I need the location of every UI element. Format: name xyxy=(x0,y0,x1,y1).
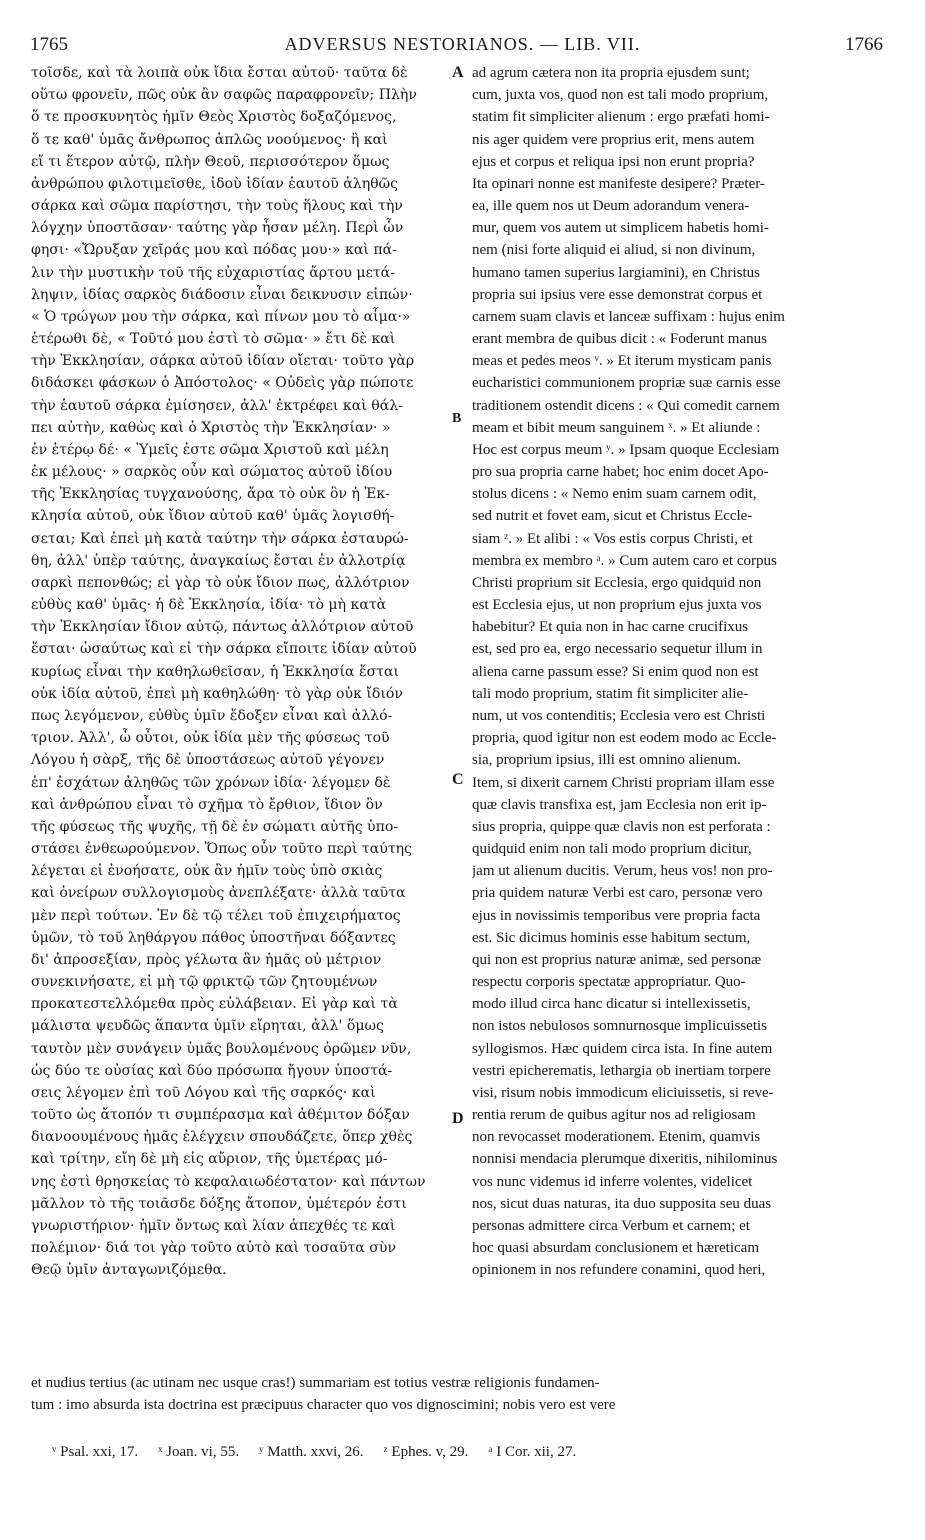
section-marker-b: B xyxy=(452,411,462,426)
greek-column xyxy=(31,62,461,1281)
latin-text-line: modo illud circa hanc dicatur si intellexissetis, xyxy=(472,996,751,1013)
greek-text-line: διδάσκει φάσκων ὁ Ἀπόστολος· « Οὐδεὶς γὰρ πώποτε xyxy=(31,375,414,392)
latin-text-line: siam ᶻ. » Et alibi : « Vos estis corpus Christi, et xyxy=(472,530,753,547)
latin-text-line: membra ex membro ᵃ. » Cum autem caro et corpus xyxy=(472,552,777,569)
greek-text-line: τοῦτο ὡς ἄτοπόν τι συμπέρασμα καὶ ἀθέμιτον δόξαν xyxy=(31,1107,410,1124)
latin-text-line: stolus dicens : « Nemo enim suam carnem odit, xyxy=(472,486,757,503)
latin-text-line: statim fit simpliciter alienum : ergo præfati homi- xyxy=(472,109,770,126)
greek-text-line: ἀνθρώπου φιλοτιμεῖσθε, ἰδοὺ ἰδίαν ἑαυτοῦ ἀληθῶς xyxy=(31,175,399,192)
latin-text-line: nis ager quidem vere proprius erit, mens autem xyxy=(472,131,755,148)
latin-text-line: est, sed pro ea, ergo necessario sequetur illum in xyxy=(472,641,763,658)
greek-text-line: μᾶλλον τὸ τῆς τοιᾶσδε δόξης ἄτοπον, ὑμέτερόν ἐστι xyxy=(31,1195,407,1212)
latin-text-line: meam et bibit meum sanguinem ˣ. » Et aliunde : xyxy=(472,419,761,436)
greek-text-line: στάσει ἐνθεωρούμενον. Ὅπως οὖν τοῦτο περὶ ταύτης xyxy=(31,841,412,858)
greek-text-line: σάρκα καὶ σῶμα παρίστησι, τὴν τοὺς ἥλους καὶ τὴν xyxy=(31,198,403,215)
greek-text-line: σαρκὶ πεπονθώς; εἰ γὰρ τὸ οὐκ ἴδιον πως, ἀλλότριον xyxy=(31,574,410,591)
section-marker-a: A xyxy=(452,64,464,81)
greek-text-line: ταυτὸν μὲν συνάγειν ὑμᾶς βουλομένους ὁρῶμεν νῦν, xyxy=(31,1040,412,1057)
latin-text-line: qui non est proprius naturæ animæ, sed personæ xyxy=(472,951,762,968)
latin-text-line: carnem suam clavis et lanceæ suffixam : hujus enim xyxy=(472,308,785,325)
greek-text-line: νης ἐστὶ θρησκείας τὸ κεφαλαιωδέστατον· καὶ πάντων xyxy=(31,1173,426,1190)
latin-text-line: vestri epicherematis, lethargia ob inertiam torpere xyxy=(472,1062,771,1079)
latin-text-line: pro sua propria carne habet; hoc enim docet Apo- xyxy=(472,464,769,481)
latin-text-line: traditionem ostendit dicens : « Qui comedit carnem xyxy=(472,397,780,414)
latin-text-line: jam ut alienum ducitis. Verum, heus vos! non pro- xyxy=(472,863,773,880)
latin-text-line: hoc quasi absurdam conclusionem et hæreticam xyxy=(472,1240,759,1257)
greek-text-line: εὐθὺς καθ' ὑμᾶς· ἡ δὲ Ἐκκλησία, ἰδία· τὸ μὴ κατὰ xyxy=(31,597,387,614)
greek-text-line: τῆς φύσεως τῆς ψυχῆς, τῇ δὲ ἐν σώματι αὐτῆς ὑπο- xyxy=(31,818,399,835)
latin-text-line: num, ut vos contenditis; Ecclesia vero est Christi xyxy=(472,707,766,724)
greek-text-line: τῆς Ἐκκλησίας τυγχανούσης, ἄρα τὸ οὐκ ὂν ἡ Ἐκ- xyxy=(31,486,391,503)
greek-text-line: ἐπ' ἐσχάτων ἀληθῶς τῶν χρόνων ἰδία· λέγομεν δὲ xyxy=(31,774,391,791)
greek-text-line: λόγχην ὑποστᾶσαν· ταύτης γὰρ ἦσαν μέλη. Περὶ ὧν xyxy=(31,220,404,237)
latin-text-line: rentia rerum de quibus agitur nos ad religiosam xyxy=(472,1107,756,1124)
latin-text-line: vos nunc videmus id inferre volentes, videlicet xyxy=(472,1173,753,1190)
latin-text-line: tali modo proprium, statim fit simpliciter alie- xyxy=(472,685,749,702)
greek-text-line: πως λεγόμενον, εὐθὺς ὑμῖν ἔδοξεν εἶναι καὶ ἀλλό- xyxy=(31,707,393,724)
page-header xyxy=(0,34,925,58)
greek-text-line: οὕτω φρονεῖν, πῶς οὐκ ἂν σαφῶς παραφρονεῖν; Πλὴν xyxy=(31,87,417,104)
greek-text-line: κυρίως εἶναι τὴν καθηλωθεῖσαν, ἡ Ἐκκλησία ἔσται xyxy=(31,663,400,680)
greek-text-line: εἴ τι ἕτερον αὐτῷ, πλὴν Θεοῦ, περισσότερον ὅμως xyxy=(31,153,390,170)
greek-text-line: προκατεστελλόμεθα πρὸς εὐλάβειαν. Εἰ γὰρ καὶ τὰ xyxy=(31,996,398,1013)
greek-text-line: « Ὁ τρώγων μου τὴν σάρκα, καὶ πίνων μου τὸ αἷμα·» xyxy=(31,308,411,325)
footnote: ˣ Joan. vi, 55. xyxy=(158,1444,240,1460)
latin-text-line: nem (nisi forte aliquid ei aliud, si non divinum, xyxy=(472,242,756,259)
footnotes xyxy=(52,1444,872,1466)
page-number-left: 1765 xyxy=(30,34,68,55)
latin-text-line: quæ clavis transfixa est, jam Ecclesia non erit ip- xyxy=(472,796,767,813)
latin-text-line: opinionem in nos refundere conamini, quod heri, xyxy=(472,1262,766,1279)
greek-text-line: δι' ἀπροσεξίαν, πρὸς γέλωτα ἂν ἡμᾶς οὐ μέτριον xyxy=(31,951,382,968)
latin-text-line: nonnisi mendacia plerumque dixeritis, nihilominus xyxy=(472,1151,778,1168)
latin-text-line: propria sui ipsius vere esse demonstrat corpus et xyxy=(472,286,763,303)
greek-text-line: τὴν Ἐκκλησίαν ἴδιον αὐτῷ, πάντως ἀλλότριον αὐτοῦ xyxy=(31,619,414,636)
greek-text-line: συνεκινήσατε, εἰ μὴ τῷ φρικτῷ τῶν ζητουμένων xyxy=(31,974,378,991)
greek-text-line: τὴν ἑαυτοῦ σάρκα ἐμίσησεν, ἀλλ' ἐκτρέφει καὶ θάλ- xyxy=(31,397,403,414)
page-number-right: 1766 xyxy=(845,34,883,55)
footnote: ᵃ I Cor. xii, 27. xyxy=(488,1444,577,1460)
text-line: tum : imo absurda ista doctrina est præcipuus character quo vos dignoscimini; nobis vero est vere xyxy=(31,1397,616,1414)
greek-text-line: πολέμιον· διά τοι γὰρ τοῦτο αὐτὸ καὶ τοσαῦτα σὺν xyxy=(31,1240,397,1257)
latin-text-line: mur, quem vos autem ut simplicem habetis homi- xyxy=(472,220,769,237)
latin-text-line: humano tamen superius largiamini), en Christus xyxy=(472,264,761,281)
section-marker-c: C xyxy=(452,771,464,788)
greek-text-line: σεται; Καὶ ἐπεὶ μὴ κατὰ ταύτην τὴν σάρκα ἐσταυρώ- xyxy=(31,530,409,547)
greek-text-line: ὅ τε προσκυνητὸς ἡμῖν Θεὸς Χριστὸς δοξαζόμενος, xyxy=(31,109,397,126)
greek-text-line: διανοουμένους ἡμᾶς ἐλέγχειν σπουδάζετε, ὅπερ χθὲς xyxy=(31,1129,413,1146)
footnote: ᶻ Ephes. v, 29. xyxy=(383,1444,469,1460)
latin-text-line: propria, quod igitur non est eodem modo ac Eccle- xyxy=(472,730,777,747)
latin-text-line: erant membra de quibus dicit : « Foderunt manus xyxy=(472,331,767,348)
greek-text-line: Λόγου ἡ σὰρξ, τῆς δὲ ὑποστάσεως αὐτοῦ γέγονεν xyxy=(31,752,385,769)
latin-text-line: aliena carne passum esse? Si enim quod non est xyxy=(472,663,759,680)
latin-text-line: Christi proprium sit Ecclesia, ergo quidquid non xyxy=(472,574,762,591)
latin-text-line: eucharistici communionem propriæ suæ carnis esse xyxy=(472,375,781,392)
greek-text-line: καὶ ἀνθρώπου εἶναι τὸ σχῆμα τὸ ἔρθιον, ἴδιον ὂν xyxy=(31,796,383,813)
section-marker-d: D xyxy=(452,1110,464,1127)
greek-text-line: ὅ τε καθ' ὑμᾶς ἄνθρωπος ἁπλῶς νοούμενος· ἢ καὶ xyxy=(31,131,388,148)
greek-text-line: ὑμῶν, τὸ τοῦ ληθάργου πάθος ὑποστῆναι δόξαντες xyxy=(31,929,396,946)
greek-text-line: ὡς δύο τε οὐσίας καὶ δύο πρόσωπα ἤγουν ὑποστά- xyxy=(31,1062,393,1079)
greek-text-line: μὲν περὶ τούτων. Ἐν δὲ τῷ τέλει τοῦ ἐπιχειρήματος xyxy=(31,907,401,924)
latin-text-line: Ita opinari nonne est manifeste desipere? Præter- xyxy=(472,175,765,192)
latin-text-line: sed nutrit et fovet eam, sicut et Christus Eccle- xyxy=(472,508,753,525)
latin-text-line: visi, risum nobis immodicum eliciuissetis, si reve- xyxy=(472,1084,774,1101)
latin-text-line: pria quidem naturæ Verbi est caro, personæ vero xyxy=(472,885,763,902)
greek-text-line: ἑτέρωθι δὲ, « Τοῦτό μου ἐστὶ τὸ σῶμα· » ἔτι δὲ καὶ xyxy=(31,331,396,348)
running-title: ADVERSUS NESTORIANOS. — LIB. VII. xyxy=(284,34,641,54)
latin-text-line: non istos nebulosos somnurnosque implicuissetis xyxy=(472,1018,768,1035)
latin-text-line: sia, proprium ipsius, illi est omnino alienum. xyxy=(472,752,741,769)
latin-column xyxy=(472,62,892,1281)
text-line: et nudius tertius (ac utinam nec usque cras!) summariam est totius vestræ religionis fundamen- xyxy=(31,1375,600,1391)
latin-text-line: ad agrum cætera non ita propria ejusdem sunt; xyxy=(472,65,750,81)
latin-text-line: est Ecclesia ejus, ut non proprium ejus juxta vos xyxy=(472,597,762,614)
greek-text-line: ἔσται· ὡσαύτως καὶ εἰ τὴν σάρκα εἴποιτε ἰδίαν αὐτοῦ xyxy=(31,641,417,658)
greek-text-line: λιν τὴν μυστικὴν τοῦ τῆς εὐχαριστίας ἄρτου μετά- xyxy=(31,264,395,281)
latin-text-line: non revocasset moderationem. Etenim, quamvis xyxy=(472,1129,761,1146)
latin-text-line: respectu corporis spectatæ appropriatur. Quo- xyxy=(472,974,746,991)
latin-text-line: syllogismos. Hæc quidem circa ista. In fine autem xyxy=(472,1040,773,1057)
greek-text-line: Θεῷ ὑμῖν ἀνταγωνιζόμεθα. xyxy=(31,1262,227,1279)
greek-text-line: πει αὐτὴν, καθὼς καὶ ὁ Χριστὸς τὴν Ἐκκλησίαν· » xyxy=(31,419,391,436)
greek-text-line: καὶ τρίτην, εἴη δὲ μὴ εἰς αὔριον, τῆς ὑμετέρας μό- xyxy=(31,1151,388,1168)
latin-text-line: quidquid enim non tali modo proprium dicitur, xyxy=(472,841,752,858)
greek-text-line: τὴν Ἐκκλησίαν, σάρκα αὐτοῦ ἰδίαν οἴεται· τοῦτο γὰρ xyxy=(31,353,415,370)
greek-text-line: τριον. Ἀλλ', ὦ οὗτοι, οὐκ ἰδία μὲν τῆς φύσεως τοῦ xyxy=(31,730,390,747)
greek-text-line: καὶ ὀνείρων συλλογισμοὺς ἀνεπλέξατε· ἀλλὰ ταῦτα xyxy=(31,885,406,902)
latin-text-line: habebitur? Et quia non in hac carne crucifixus xyxy=(472,619,749,636)
latin-text-line: nos, sicut duas naturas, ita duo supposita seu duas xyxy=(472,1195,772,1212)
greek-text-line: φησι· «Ὤρυξαν χεῖράς μου καὶ πόδας μου·» καὶ πά- xyxy=(31,242,397,259)
greek-text-line: σεις λέγομεν ἐπὶ τοῦ Λόγου καὶ τῆς σαρκός· καὶ xyxy=(31,1084,376,1101)
greek-text-line: μάλιστα ψευδῶς ἅπαντα ὑμῖν εἴρηται, ἀλλ' ὅμως xyxy=(31,1018,384,1035)
latin-text-line: ea, ille quem nos ut Deum adorandum venera- xyxy=(472,198,750,215)
latin-text-line: Item, si dixerit carnem Christi propriam illam esse xyxy=(472,774,775,791)
footnote: ʸ Matth. xxvi, 26. xyxy=(259,1444,364,1460)
greek-text-line: ἐν ἑτέρῳ δέ· « Ὑμεῖς ἐστε σῶμα Χριστοῦ καὶ μέλη xyxy=(31,441,389,458)
latin-text-line: est. Sic dicimus hominis esse habitum sectum, xyxy=(472,929,751,946)
latin-text-line: sius propria, quippe quæ clavis non est perforata : xyxy=(472,818,771,835)
latin-text-line: meas et pedes meos ᵛ. » Et iterum mysticam panis xyxy=(472,353,772,370)
latin-text-line: Hoc est corpus meum ʸ. » Ipsam quoque Ecclesiam xyxy=(472,441,780,458)
latin-text-line: cum, juxta vos, quod non est tali modo proprium, xyxy=(472,87,769,104)
greek-text-line: θη, ἀλλ' ὑπὲρ ταύτης, ἀναγκαίως ἔσται ἐν ἀλλοτρίᾳ xyxy=(31,552,406,569)
greek-text-line: ἐκ μέλους· » σαρκὸς οὖν καὶ σώματος αὐτοῦ ἰδίου xyxy=(31,464,393,481)
greek-text-line: κλησία αὐτοῦ, οὐκ ἴδιον αὐτοῦ καθ' ὑμᾶς λογισθή- xyxy=(31,508,395,525)
full-width-text xyxy=(31,1372,893,1416)
greek-text-line: οὐκ ἰδία αὐτοῦ, ἐπεὶ μὴ καθηλώθη· τὸ γὰρ οὐκ ἴδιόν xyxy=(31,685,403,702)
greek-text-line: τοῖσδε, καὶ τὰ λοιπὰ οὐκ ἴδια ἔσται αὐτοῦ· ταῦτα δὲ xyxy=(31,65,408,81)
greek-text-line: λέγεται εἰ ἐνοήσατε, οὐκ ἂν ἡμῖν τοὺς ὑπὸ σκιὰς xyxy=(31,863,383,880)
footnote: ᵛ Psal. xxi, 17. xyxy=(52,1444,139,1460)
greek-text-line: γνωριστήριον· ἡμῖν ὄντως καὶ λίαν ἀπεχθές τε καὶ xyxy=(31,1217,396,1234)
latin-text-line: personas admittere circa Verbum et carnem; et xyxy=(472,1217,750,1234)
latin-text-line: ejus in novissimis temporibus vere propria facta xyxy=(472,907,761,924)
latin-text-line: ejus et corpus et reliqua ipsi non erunt propria? xyxy=(472,153,755,170)
greek-text-line: ληψιν, ἰδίας σαρκὸς διάδοσιν εἶναι δεικνυσιν εἰπών· xyxy=(31,286,413,303)
